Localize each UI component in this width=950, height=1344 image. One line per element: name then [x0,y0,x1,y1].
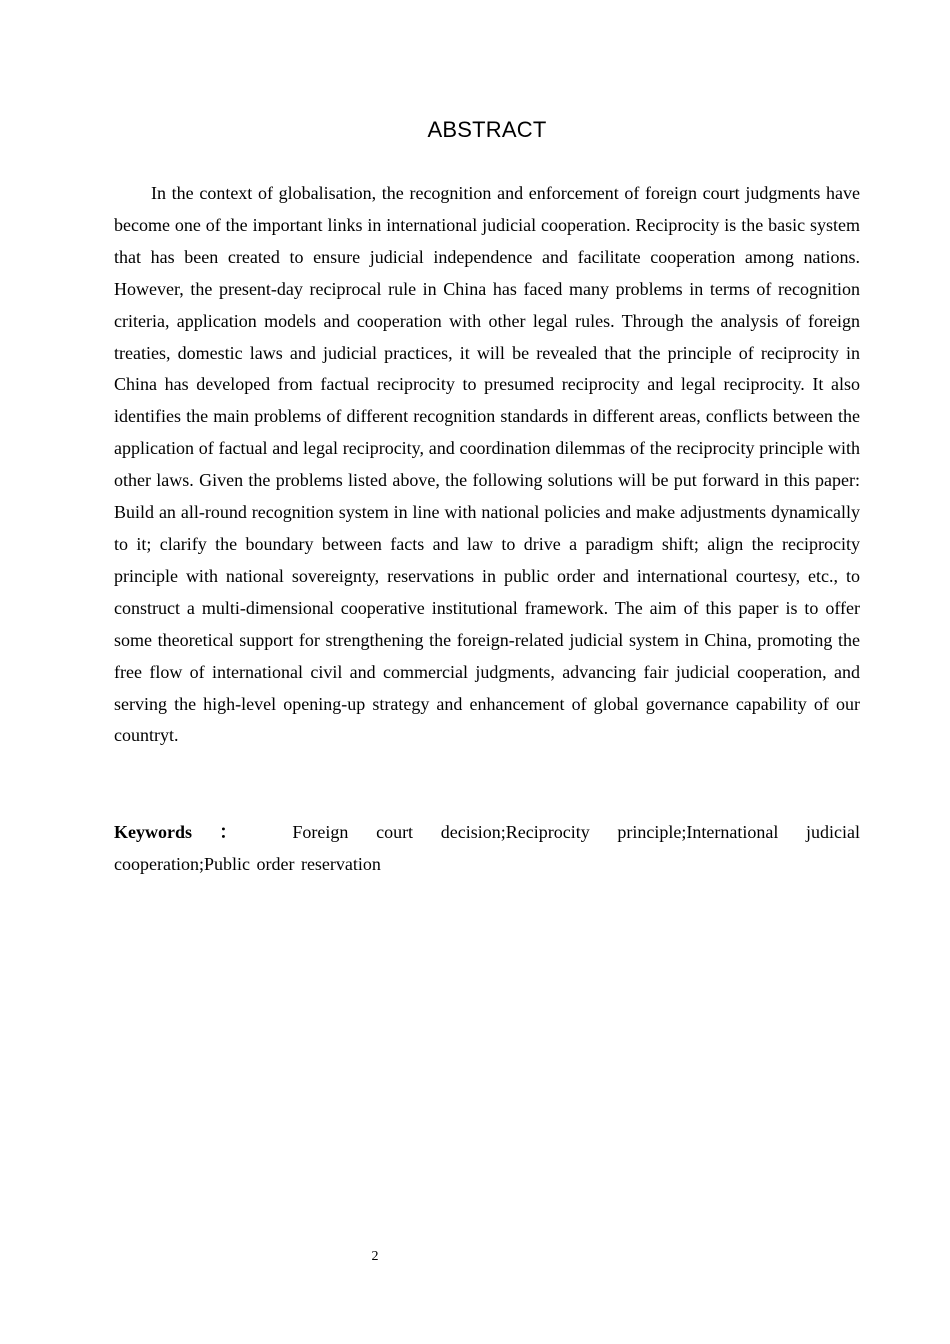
keywords-list: Foreign court decision;Reciprocity principle;International judicial cooperation;Public order reservation [114,822,861,874]
abstract-title: ABSTRACT [427,117,547,142]
keywords-colon: ： [198,822,259,842]
abstract-body: In the context of globalisation, the recognition and enforcement of foreign court judgments have become one of the important links in international judicial cooperation. Reciprocity is the basic system that has been created to ensure judicial independence and facilitate cooperation among nations. However, the present-day reciprocal rule in China has faced many problems in terms of recognition criteria, application models and cooperation with other legal rules. Through the analysis of foreign treaties, domestic laws and judicial practices, it will be revealed that the principle of reciprocity in China has developed from factual reciprocity to presumed reciprocity and legal reciprocity. It also identifies the main problems of different recognition standards in different areas, conflicts between the application of factual and legal reciprocity, and coordination dilemmas of the reciprocity principle with other laws. Given the problems listed above, the following solutions will be put forward in this paper: Build an all-round recognition system in line with national policies and make adjustments dynamically to it; clarify the boundary between facts and law to drive a paradigm shift; align the reciprocity principle with national sovereignty, reservations in public order and international courtesy, etc., to construct a multi-dimensional cooperative institutional framework. The aim of this paper is to offer some theoretical support for strengthening the foreign-related judicial system in China, promoting the free flow of international civil and commercial judgments, advancing fair judicial cooperation, and serving the high-level opening-up strategy and enhancement of global governance capability of our countryt. [114,183,860,746]
page-number: 2 [371,1249,379,1264]
keywords-paragraph [114,817,860,881]
keywords-label: Keywords [114,822,192,842]
